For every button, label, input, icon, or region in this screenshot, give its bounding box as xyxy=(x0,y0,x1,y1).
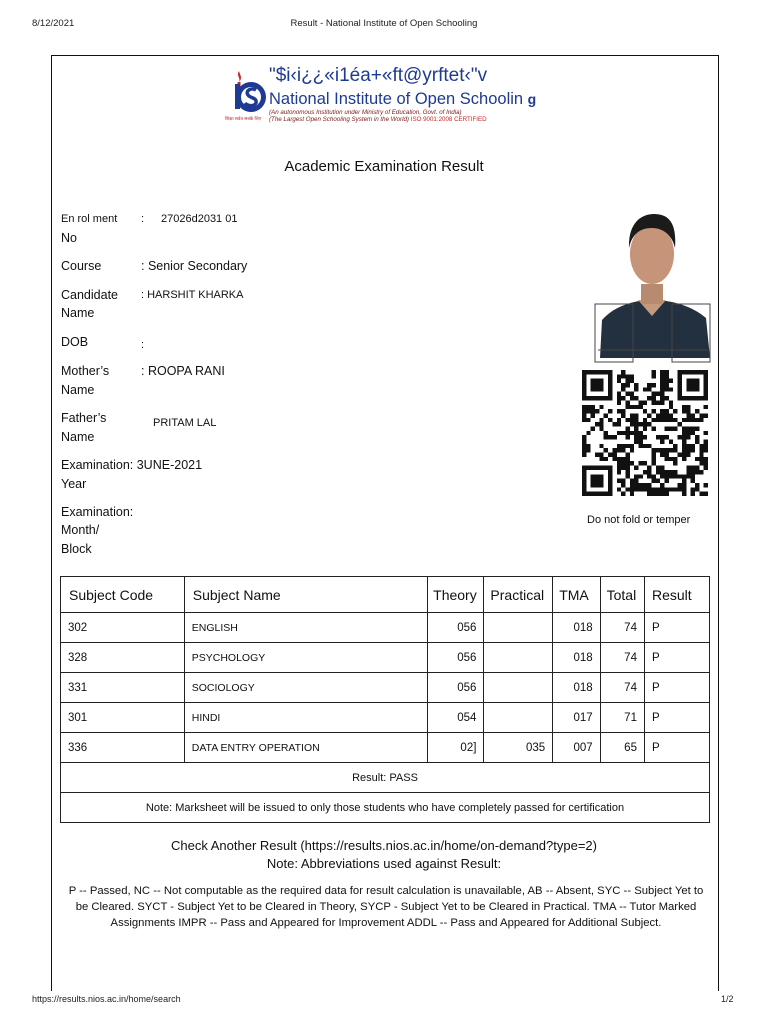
exam-block-label-3: Block xyxy=(61,542,92,556)
col-tma: TMA xyxy=(553,577,600,613)
enrolment-value: 27026d2031 01 xyxy=(161,213,238,225)
tma-marks: 017 xyxy=(553,703,600,733)
exam-year-label: Examination: 3UNE-2021 xyxy=(61,458,203,472)
logo-largest-text: (The Largest Open Schooling System in the World) xyxy=(269,116,409,123)
candidate-photo xyxy=(594,208,711,364)
check-another-result-link[interactable]: Check Another Result (https://results.nios.ac.in/home/on-demand?type=2) xyxy=(171,838,597,853)
page-title: Academic Examination Result xyxy=(284,158,484,175)
print-page-number: 1/2 xyxy=(721,994,734,1004)
col-subject-code: Subject Code xyxy=(61,577,185,613)
table-row xyxy=(61,613,710,643)
subject-result: P xyxy=(644,673,709,703)
tma-marks: 018 xyxy=(553,673,600,703)
practical-marks xyxy=(484,673,553,703)
subject-name: PSYCHOLOGY xyxy=(184,643,427,673)
exam-block-label-2: Month/ xyxy=(61,523,100,537)
do-not-fold-note: Do not fold or temper xyxy=(587,514,691,526)
subject-code: 301 xyxy=(61,703,185,733)
total-marks: 74 xyxy=(600,673,644,703)
candidate-name-label-2: Name xyxy=(61,306,95,320)
qr-code xyxy=(582,370,708,496)
mother-name-value: : ROOPA RANI xyxy=(141,364,225,378)
theory-marks: 056 xyxy=(428,643,484,673)
practical-marks xyxy=(484,613,553,643)
col-result: Result xyxy=(644,577,709,613)
father-name-label: Father’s xyxy=(61,411,107,425)
logo-subtitle-2 xyxy=(269,116,487,123)
logo-name-tail: g xyxy=(527,91,537,107)
theory-marks: 056 xyxy=(428,673,484,703)
print-title: Result - National Institute of Open Schooling xyxy=(290,18,478,29)
course-label: Course xyxy=(61,259,102,273)
enrolment-label-no: No xyxy=(61,231,77,245)
table-row xyxy=(61,703,710,733)
father-name-label-2: Name xyxy=(61,430,95,444)
subject-name: DATA ENTRY OPERATION xyxy=(184,733,427,763)
candidate-name-label: Candidate xyxy=(61,288,118,302)
father-name-value: PRITAM LAL xyxy=(153,417,217,429)
marksheet-note: Note: Marksheet will be issued to only those students who have completely passed for certification xyxy=(61,793,710,823)
nios-logo xyxy=(223,63,537,129)
nios-emblem-icon xyxy=(229,69,269,119)
subject-result: P xyxy=(644,733,709,763)
note-row xyxy=(61,793,710,823)
theory-marks: 054 xyxy=(428,703,484,733)
print-date: 8/12/2021 xyxy=(32,18,75,29)
total-marks: 74 xyxy=(600,643,644,673)
mother-name-label: Mother’s xyxy=(61,364,110,378)
col-total: Total xyxy=(600,577,644,613)
subject-code: 302 xyxy=(61,613,185,643)
table-row xyxy=(61,733,710,763)
subject-name: HINDI xyxy=(184,703,427,733)
mother-name-label-2: Name xyxy=(61,383,95,397)
abbreviations-heading: Note: Abbreviations used against Result: xyxy=(266,856,502,871)
subject-name: ENGLISH xyxy=(184,613,427,643)
dob-value: : xyxy=(141,339,145,351)
dob-label: DOB xyxy=(61,335,89,349)
subject-code: 336 xyxy=(61,733,185,763)
course-value: : Senior Secondary xyxy=(141,259,248,273)
result-row xyxy=(61,763,710,793)
subject-name: SOCIOLOGY xyxy=(184,673,427,703)
practical-marks: 035 xyxy=(484,733,553,763)
tma-marks: 007 xyxy=(553,733,600,763)
col-practical: Practical xyxy=(484,577,553,613)
tma-marks: 018 xyxy=(553,613,600,643)
logo-tagline: शिक्षा सर्वत्र सबके लिए xyxy=(225,116,262,121)
overall-result: Result: PASS xyxy=(61,763,710,793)
subject-result: P xyxy=(644,613,709,643)
subject-result: P xyxy=(644,703,709,733)
practical-marks xyxy=(484,643,553,673)
tma-marks: 018 xyxy=(553,643,600,673)
logo-name-main: National Institute of Open Schoolin xyxy=(269,90,524,108)
enrolment-colon: : xyxy=(141,213,145,225)
subject-code: 328 xyxy=(61,643,185,673)
logo-subtitle: (An autonomous Institution under Ministry of Education, Govt. of India) xyxy=(269,109,462,116)
col-subject-name: Subject Name xyxy=(184,577,427,613)
exam-year-label-2: Year xyxy=(61,477,87,491)
abbreviations-text: P -- Passed, NC -- Not computable as the required data for result calculation is unavailable, AB -- Absent, SYC -- Subject Yet to be Cleared. SYCT - Subject Yet to be Cleared in Theory, SYCP - Subject Yet to be Cleared in Practical. TMA -- Tutor Marked Assignments IMPR -- Pass and Appeared for Improvement ADDL -- Pass and Appeared for Additional Subject. xyxy=(68,885,704,930)
marks-table xyxy=(60,576,710,823)
print-url: https://results.nios.ac.in/home/search xyxy=(32,994,181,1004)
table-row xyxy=(61,643,710,673)
theory-marks: 02] xyxy=(428,733,484,763)
subject-code: 331 xyxy=(61,673,185,703)
subject-result: P xyxy=(644,643,709,673)
candidate-name-value: : HARSHIT KHARKA xyxy=(141,289,244,301)
enrolment-label: En rol ment xyxy=(61,213,118,225)
total-marks: 74 xyxy=(600,613,644,643)
theory-marks: 056 xyxy=(428,613,484,643)
exam-block-label: Examination: xyxy=(61,505,134,519)
logo-hindi-name: "$i‹i¿¿«i1éa+«ft@yrftet‹"v xyxy=(269,65,488,86)
table-header-row xyxy=(61,577,710,613)
total-marks: 71 xyxy=(600,703,644,733)
practical-marks xyxy=(484,703,553,733)
table-row xyxy=(61,673,710,703)
logo-institute-name xyxy=(269,90,536,109)
total-marks: 65 xyxy=(600,733,644,763)
logo-iso-text: ISO 9001:2008 CERTIFIED xyxy=(410,116,487,123)
col-theory: Theory xyxy=(428,577,484,613)
